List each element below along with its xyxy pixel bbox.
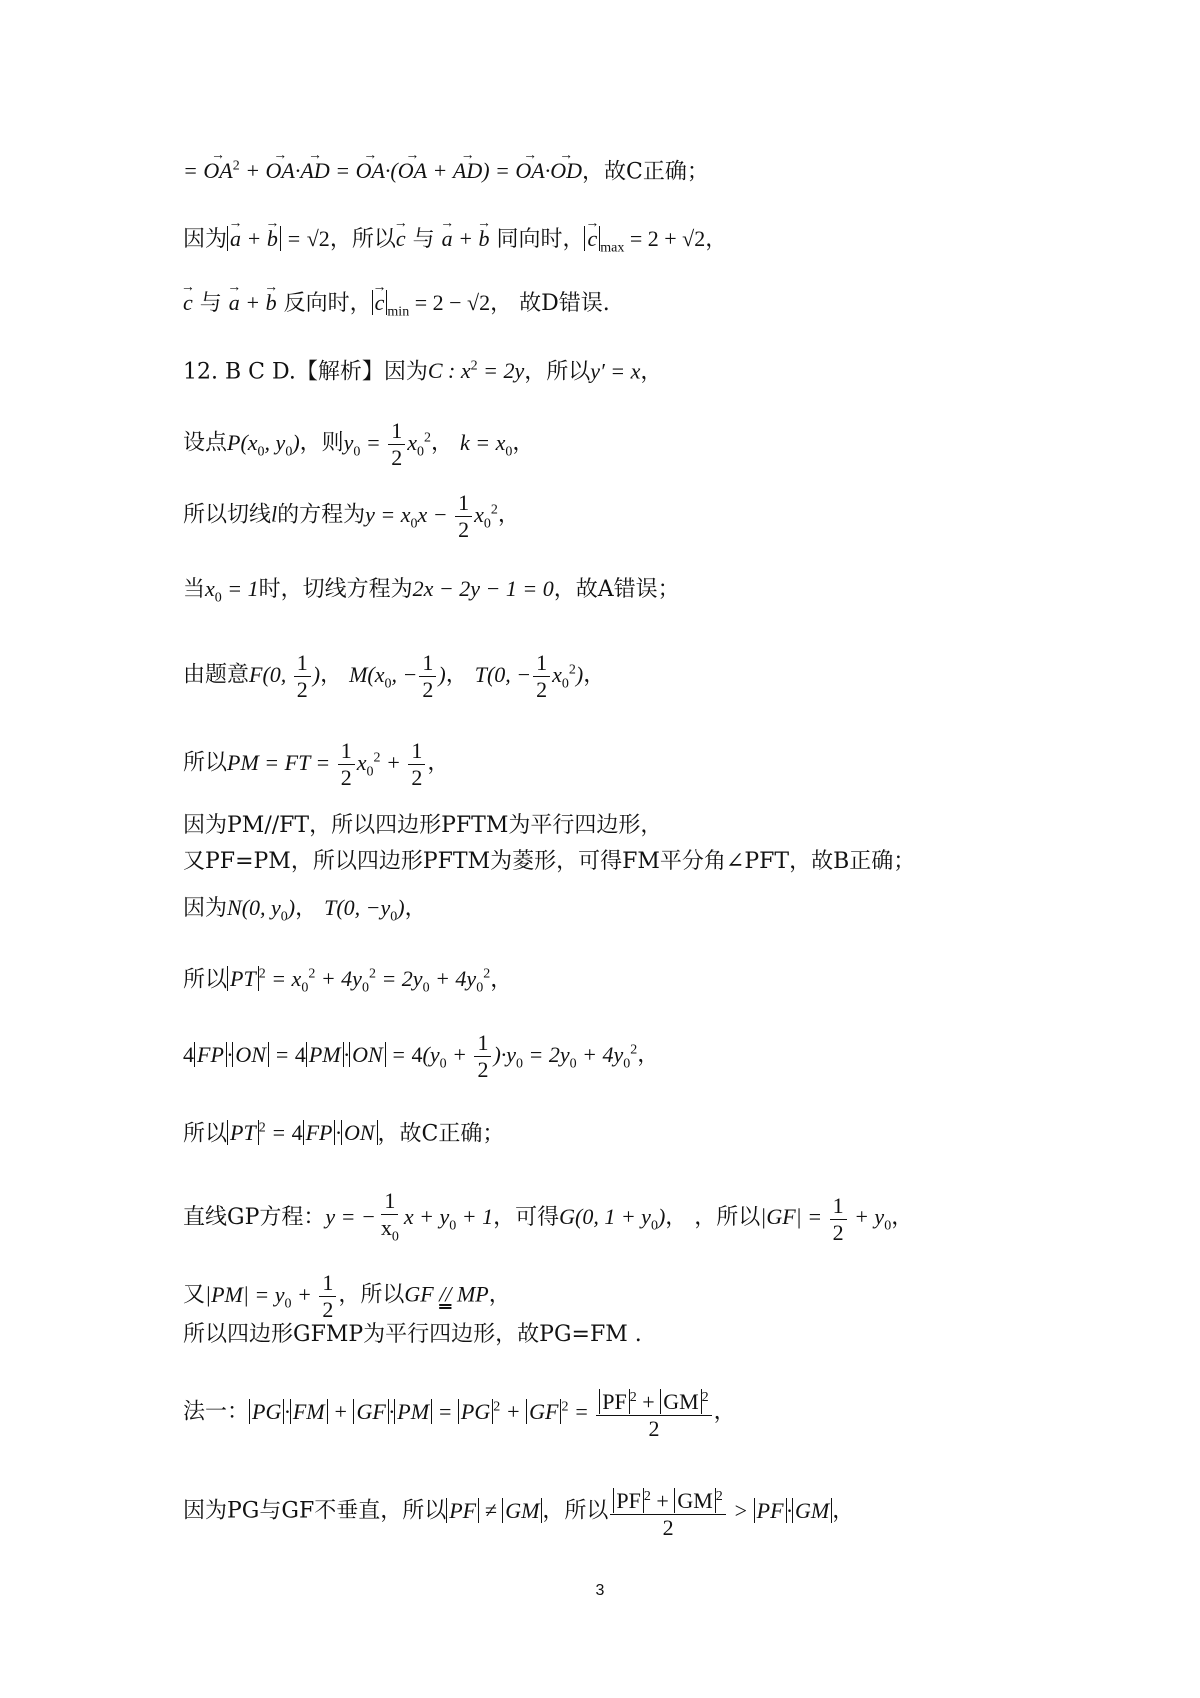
so-label: ，所以 [329, 227, 396, 252]
get-label: ，可得 [493, 1205, 560, 1231]
line-10 [183, 811, 1083, 841]
so-label-4: ，所以 [338, 1282, 405, 1308]
text-16: 直线GP方程： [183, 1205, 326, 1231]
line-11 [183, 847, 1083, 877]
text-6: 所以切线 [183, 502, 272, 528]
so-label-3: ，所以 [694, 1205, 761, 1231]
line-18 [183, 1320, 1083, 1350]
then-label: ，则 [299, 430, 344, 456]
text-8: 由题意 [183, 662, 250, 688]
line-7: 当$x_0 = 1$时，切线方程为2x − 2y − 1 = 0，故A错误； [183, 576, 680, 606]
text-15: 所以 [183, 1121, 228, 1147]
eq-label: 的方程为 [277, 502, 366, 528]
line-13: 所以 PT $^2 = x_0^2 + 4y_0^2 = 2y_0 + 4y_0^2$， [183, 966, 513, 996]
line-2: 因为 a → + b → = √2，所以c → 与 a → + b → 同向时， c → $_{max}$ = 2 + √2， [183, 224, 1083, 263]
text-7: 当 [183, 577, 206, 602]
line-15: 所以 PT $^2$ = 4 FP · ON ，故C正确； [183, 1120, 505, 1147]
max-label: max [600, 240, 625, 256]
correct-c-label: ，故C正确； [377, 1121, 505, 1147]
line-14: 4 FP · ON = 4 PM · ON = $4(y_0$ + $\frac{1}{2}$ )$\cdot y_0 = 2y_0 + 4y_0^2$， [183, 1030, 660, 1082]
text-9: 所以 [183, 750, 228, 776]
when-label: 时，切线方程为 [258, 577, 413, 602]
line-12: 因为N(0, $y_0$)， T(0, $-y_0$)， [183, 895, 427, 925]
text-10: 因为PM//FT，所以四边形PFTM为平行四边形， [183, 813, 663, 838]
line-5: 设点$P(x_0$, $y_0$)，则$y_0$ = $\frac{1}{2}$ $x_0^2$， $k = x_0$， [183, 418, 535, 470]
line-19: 法一： PG · FM + GF · PM = PG $^2$ + GF $^2$ = $\frac{PF ^2 + GM ^2}{2}$ ， [183, 1385, 1083, 1442]
text-5: 设点 [183, 430, 228, 456]
line-16: 直线GP方程：y = − $\frac{1}{x_0}$ $x + y_0 + 1$，可得G(0, $1 + y_0$)， ，所以|GF| = $\frac{1}{2}$ + $y_0$， [183, 1188, 914, 1245]
line-8: 由题意F(0, $\frac{1}{2}$ )， $M(x_0$, − $\frac{1}{2}$ )， T(0, − $\frac{1}{2}$ $x_0^2$)， [183, 650, 606, 702]
text-17: 又 [183, 1282, 206, 1308]
wrong-a-label: ，故A错误； [553, 577, 680, 602]
line-3: c → 与 a → + b → 反向时， c → $_{min}$ = 2 − √2， 故D错误. [183, 288, 1083, 327]
line-20: 因为PG与GF不垂直，所以 PF ≠ GM ，所以 $\frac{PF ^2 + GM ^2}{2}$ > PF · GM ， [183, 1484, 1083, 1541]
text-20: 因为PG与GF不垂直，所以 [183, 1498, 447, 1524]
text-1: 故C正确； [604, 159, 709, 185]
text-4: 12. B C D.【解析】因为 [183, 359, 428, 385]
text-12: 因为 [183, 896, 228, 921]
opp-dir-label: 反向时， [283, 291, 372, 316]
formula-1: = OA →$^2$ + OA →·AD → = OA →·(OA → + AD →) = OA →·OD → [183, 158, 582, 183]
text-13: 所以 [183, 967, 228, 993]
so-label-2: ，所以 [524, 359, 591, 385]
text-3: 故D错误. [519, 291, 610, 316]
yu-label-2: 与 [199, 291, 222, 316]
line-4: 12. B C D.【解析】因为C : $x^2 = 2y$，所以y′ = x， [183, 358, 663, 385]
so-label-5: ，所以 [542, 1498, 609, 1524]
line-1: = OA →$^2$ + OA →·AD → = OA →·(OA → + AD →) = OA →·OD →，故C正确； [183, 152, 1083, 187]
line-9: 所以PM = FT = $\frac{1}{2}$ $x_0^2$ + $\frac{1}{2}$ ， [183, 738, 450, 790]
same-dir-label: 同向时， [496, 227, 585, 252]
text-18: 所以四边形GFMP为平行四边形，故PG=FM . [183, 1322, 642, 1347]
min-label: min [387, 304, 410, 320]
yu-label: 与 [412, 227, 435, 252]
text-2: 因为 [183, 227, 228, 252]
line-17: 又$|PM| = y_0$ + $\frac{1}{2}$ ，所以GF // MP， [183, 1270, 511, 1322]
page-number: 3 [595, 1582, 605, 1599]
text-11: 又PF=PM，所以四边形PFTM为菱形，可得FM平分角∠PFT，故B正确； [183, 849, 916, 874]
text-19: 法一： [183, 1399, 250, 1425]
line-6: 所以切线l的方程为$y = x_0x$ − $\frac{1}{2}$ $x_0^2$， [183, 490, 520, 542]
